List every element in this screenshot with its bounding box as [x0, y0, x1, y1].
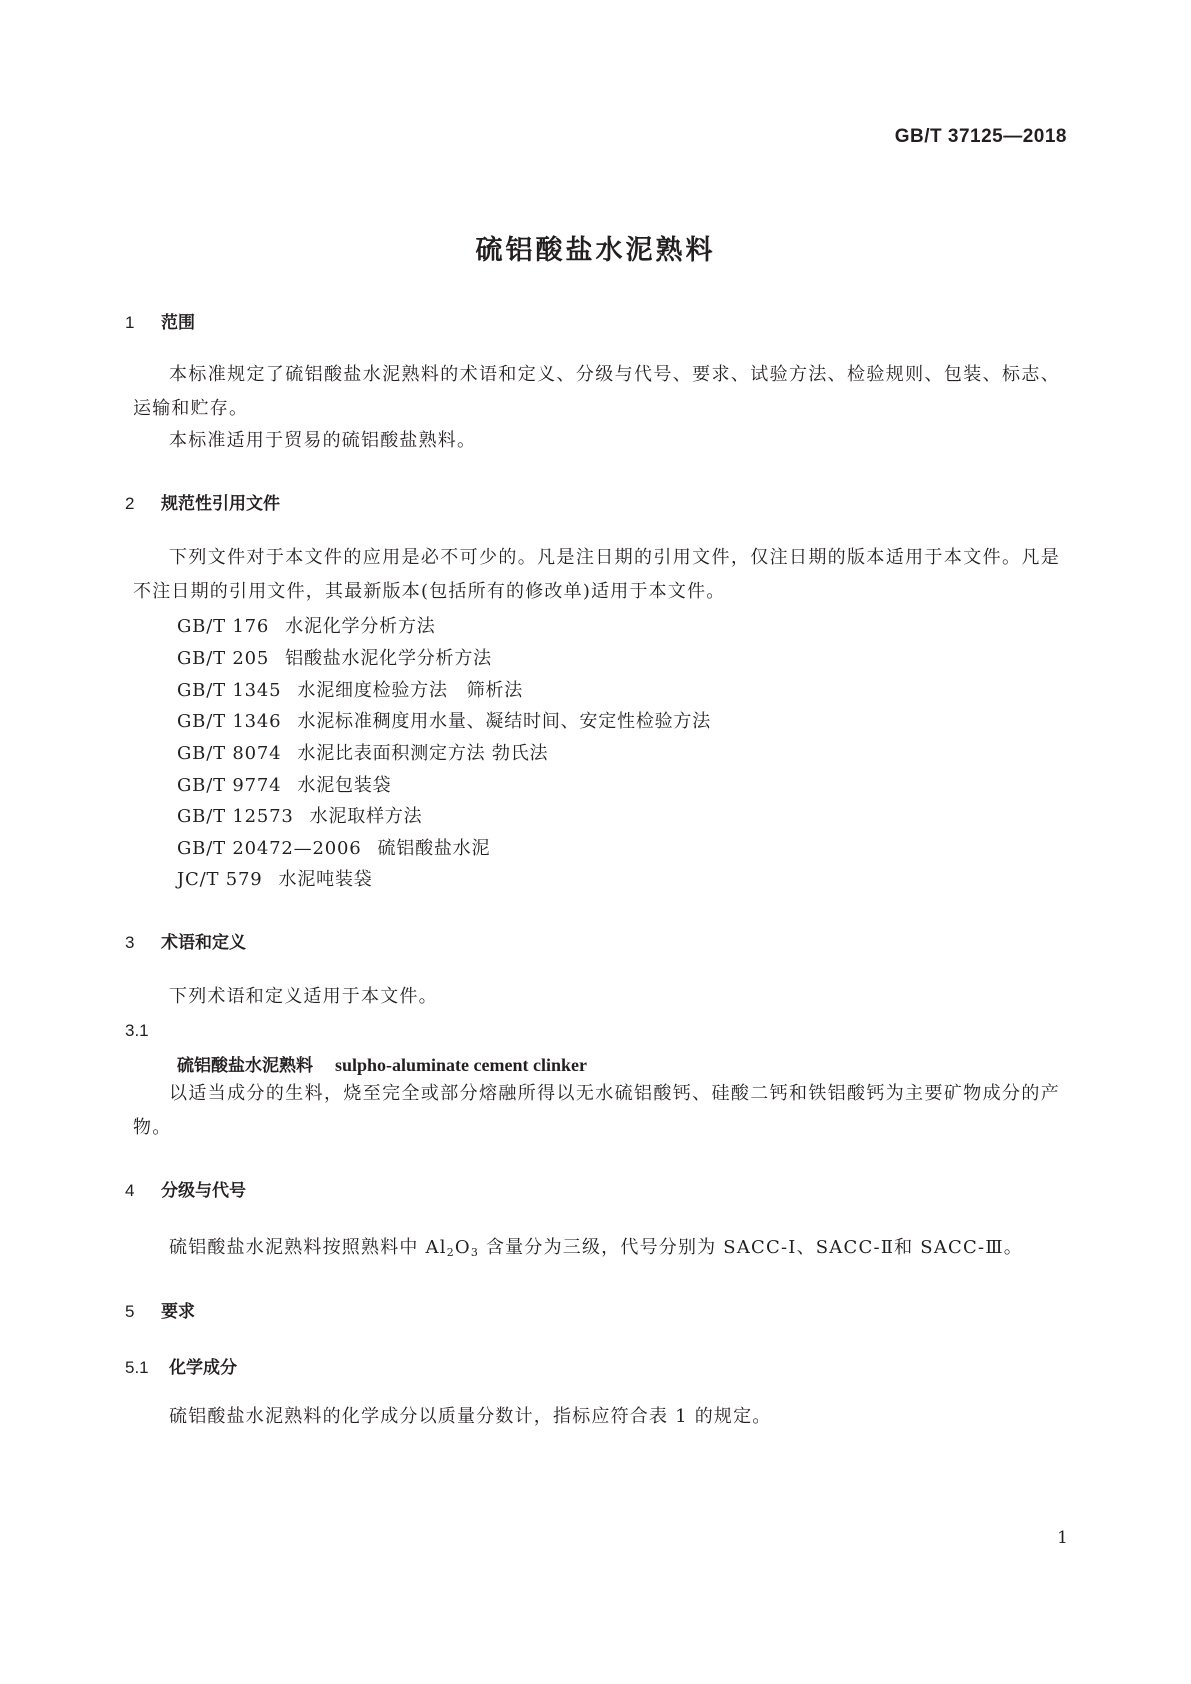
reference-item	[177, 802, 422, 828]
reference-item	[177, 644, 492, 670]
reference-code: GB/T 205	[177, 648, 270, 669]
section-title: 分级与代号	[161, 1181, 246, 1201]
term-definition: 以适当成分的生料，烧至完全或部分熔融所得以无水硫铝酸钙、硅酸二钙和铁铝酸钙为主要矿物成分的产物。	[133, 1083, 1060, 1138]
section-number: 5.1	[125, 1358, 149, 1377]
section-3-paragraph-1: 下列术语和定义适用于本文件。	[169, 986, 438, 1007]
subscript: 3	[470, 1246, 480, 1259]
section-title: 化学成分	[169, 1358, 237, 1378]
section-number: 2	[125, 494, 135, 513]
section-1-paragraph-2: 本标准适用于贸易的硫铝酸盐熟料。	[169, 430, 477, 451]
section-title: 要求	[161, 1302, 195, 1322]
text-run: 硫铝酸盐水泥熟料按照熟料中 Al	[169, 1237, 447, 1258]
section-4-heading	[125, 1176, 246, 1201]
reference-item	[177, 771, 391, 797]
reference-item	[177, 676, 523, 702]
reference-code: GB/T 9774	[177, 775, 282, 796]
section-number: 5	[125, 1302, 135, 1321]
reference-title: 水泥包装袋	[297, 775, 392, 796]
reference-item	[177, 612, 436, 638]
reference-item	[177, 834, 490, 860]
reference-code: GB/T 8074	[177, 743, 282, 764]
section-5-heading	[125, 1297, 195, 1322]
reference-item	[177, 707, 711, 733]
reference-code: JC/T 579	[177, 869, 263, 890]
standard-code: GB/T 37125—2018	[894, 126, 1067, 147]
text-run: 含量分为三级，代号分别为 SACC-Ⅰ、SACC-Ⅱ和 SACC-Ⅲ。	[479, 1237, 1024, 1258]
term-chinese: 硫铝酸盐水泥熟料	[177, 1056, 313, 1076]
section-number: 1	[125, 313, 135, 332]
subscript: 2	[446, 1246, 455, 1259]
reference-title: 铝酸盐水泥化学分析方法	[285, 648, 492, 669]
section-3-heading	[125, 928, 246, 953]
reference-title: 硫铝酸盐水泥	[377, 838, 491, 859]
document-title: 硫铝酸盐水泥熟料	[475, 235, 716, 266]
reference-title: 水泥化学分析方法	[285, 616, 436, 637]
section-title: 规范性引用文件	[161, 494, 280, 514]
section-5-1-heading	[125, 1353, 237, 1378]
reference-title: 水泥细度检验方法 筛析法	[297, 680, 524, 701]
section-4-paragraph-1	[133, 1231, 1060, 1270]
reference-item	[177, 865, 373, 891]
reference-code: GB/T 12573	[177, 806, 294, 827]
reference-title: 水泥比表面积测定方法 勃氏法	[297, 743, 549, 764]
section-2-heading	[125, 489, 280, 514]
reference-title: 水泥吨装袋	[278, 869, 373, 890]
section-title: 范围	[161, 313, 195, 333]
page-number: 1	[1057, 1528, 1068, 1548]
section-1-paragraph-1: 本标准规定了硫铝酸盐水泥熟料的术语和定义、分级与代号、要求、试验方法、检验规则、包装、标志、运输和贮存。	[133, 364, 1060, 419]
section-number: 3	[125, 933, 135, 952]
section-5-1-paragraph-1: 硫铝酸盐水泥熟料的化学成分以质量分数计，指标应符合表 1 的规定。	[169, 1406, 772, 1427]
text-run: O	[454, 1237, 471, 1258]
section-number: 4	[125, 1181, 135, 1200]
term-entry	[177, 1051, 587, 1076]
reference-title: 水泥取样方法	[309, 806, 423, 827]
section-2-paragraph-1: 下列文件对于本文件的应用是必不可少的。凡是注日期的引用文件，仅注日期的版本适用于本文件。凡是不注日期的引用文件，其最新版本(包括所有的修改单)适用于本文件。	[133, 547, 1060, 602]
reference-code: GB/T 176	[177, 616, 270, 637]
term-english: sulpho-aluminate cement clinker	[335, 1055, 587, 1075]
reference-item	[177, 739, 548, 765]
reference-title: 水泥标准稠度用水量、凝结时间、安定性检验方法	[297, 711, 712, 732]
section-1-heading	[125, 308, 195, 333]
reference-code: GB/T 1346	[177, 711, 282, 732]
term-number: 3.1	[125, 1021, 149, 1040]
reference-code: GB/T 20472—2006	[177, 838, 362, 859]
section-title: 术语和定义	[161, 933, 246, 953]
reference-code: GB/T 1345	[177, 680, 282, 701]
